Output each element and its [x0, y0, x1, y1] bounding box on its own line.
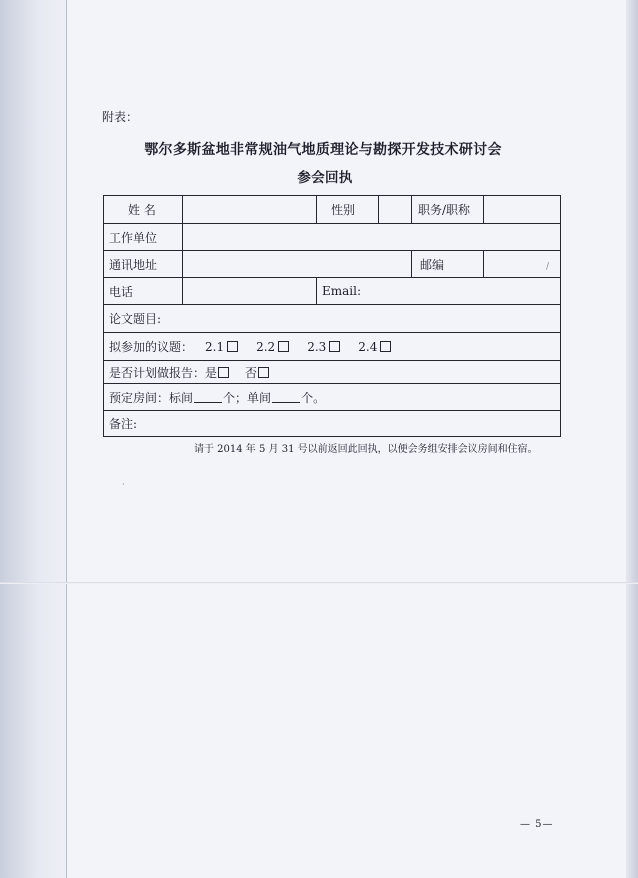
paper-title-field[interactable]	[104, 305, 560, 332]
name-label: 姓 名	[128, 203, 156, 217]
topics-cell	[104, 333, 560, 360]
email-field[interactable]	[316, 278, 560, 304]
work-unit-label: 工作单位	[109, 230, 158, 245]
document-subtitle: 参会回执	[297, 170, 353, 186]
checkbox[interactable]	[227, 341, 238, 352]
form-row-phone	[104, 277, 560, 304]
topics-label: 拟参加的议题：	[109, 340, 194, 354]
form-row-topics	[104, 332, 560, 360]
report-cell	[104, 361, 560, 383]
remarks-label: 备注:	[109, 417, 138, 431]
document-page	[66, 0, 627, 878]
registration-form-table	[103, 195, 561, 437]
checkbox[interactable]	[258, 367, 269, 378]
gender-field[interactable]	[378, 196, 411, 223]
room-unit-label: 个。	[301, 390, 326, 405]
room-unit-label: 个；	[223, 390, 248, 405]
topic-option-2-3[interactable]	[307, 340, 340, 354]
checkbox[interactable]	[278, 341, 289, 352]
position-field[interactable]	[483, 196, 560, 223]
room-single-count-field[interactable]	[272, 391, 300, 403]
topic-option-2-1[interactable]	[205, 340, 238, 354]
room-single-label: 单间	[247, 390, 272, 405]
paper-fold-line	[0, 582, 638, 584]
address-label: 通讯地址	[109, 257, 158, 272]
paper-title-label: 论文题目:	[109, 312, 162, 326]
page-number: — 5—	[520, 819, 554, 830]
remarks-field[interactable]	[104, 411, 560, 436]
phone-field[interactable]	[182, 278, 316, 304]
form-row-report	[104, 360, 560, 383]
scan-speck: ·	[122, 480, 125, 490]
room-standard-label: 标间	[169, 390, 194, 405]
report-yes-option[interactable]	[205, 364, 229, 381]
form-row-address	[104, 250, 560, 277]
form-row-remarks	[104, 410, 560, 436]
form-row-room	[104, 383, 560, 410]
scan-edge-shadow	[0, 0, 68, 878]
room-label: 预定房间：	[109, 390, 170, 405]
scan-edge-right	[626, 0, 638, 878]
topic-label: 2.4	[358, 339, 378, 354]
report-label: 是否计划做报告：	[109, 365, 206, 380]
topic-label: 2.2	[256, 339, 276, 354]
gender-label: 性别	[316, 196, 378, 223]
topic-option-2-4[interactable]	[358, 340, 391, 354]
document-title: 鄂尔多斯盆地非常规油气地质理论与勘探开发技术研讨会	[144, 142, 502, 158]
form-row-name	[104, 196, 560, 223]
report-no-label: 否	[245, 365, 258, 380]
phone-label: 电话	[109, 284, 134, 299]
name-field[interactable]	[182, 196, 316, 223]
address-field[interactable]	[182, 251, 411, 277]
room-standard-count-field[interactable]	[194, 391, 222, 403]
attachment-label: 附表：	[102, 110, 139, 124]
work-unit-field[interactable]	[182, 224, 560, 250]
topic-label: 2.1	[205, 339, 225, 354]
checkbox[interactable]	[218, 367, 229, 378]
return-note: 请于 2014 年 5 月 31 号以前返回此回执，以便会务组安排会议房间和住宿。	[194, 444, 538, 455]
email-label: Email:	[322, 284, 362, 298]
checkbox[interactable]	[329, 341, 340, 352]
checkbox[interactable]	[380, 341, 391, 352]
topic-option-2-2[interactable]	[256, 340, 289, 354]
scan-speck: /	[546, 262, 550, 272]
report-yes-label: 是	[205, 365, 218, 380]
topic-label: 2.3	[307, 339, 327, 354]
report-no-option[interactable]	[245, 364, 269, 381]
postcode-label: 邮编	[411, 251, 483, 277]
room-cell	[104, 384, 560, 410]
position-label: 职务/职称	[411, 196, 483, 223]
form-row-paper-title	[104, 304, 560, 332]
form-row-work-unit	[104, 223, 560, 250]
